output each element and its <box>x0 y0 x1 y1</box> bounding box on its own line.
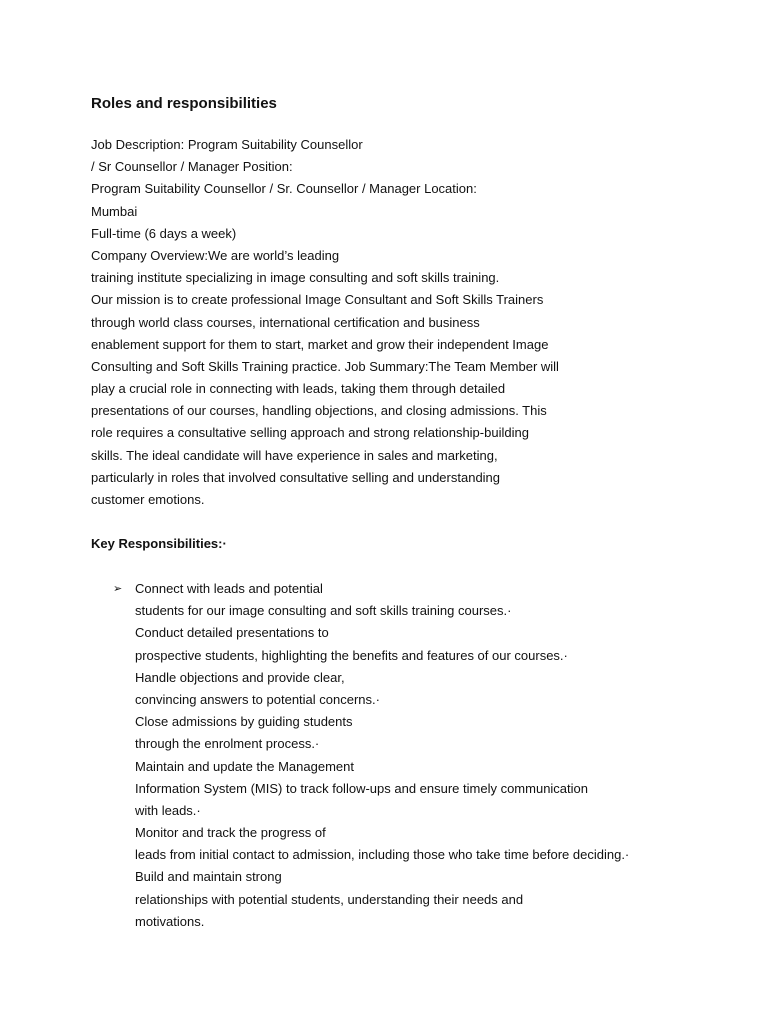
text-line: Conduct detailed presentations to <box>135 625 329 641</box>
text-line: motivations. <box>135 913 205 929</box>
text-line: Job Description: Program Suitability Counsellor <box>91 137 363 152</box>
arrow-bullet-icon: ➢ <box>113 583 123 595</box>
text-line: with leads.· <box>135 802 201 818</box>
text-line: Handle objections and provide clear, <box>135 669 345 685</box>
text-line: leads from initial contact to admission, including those who take time before deciding.· <box>135 847 630 863</box>
job-description-text <box>91 134 559 511</box>
page-title: Roles and responsibilities <box>91 95 277 112</box>
text-line: relationships with potential students, understanding their needs and <box>135 891 524 907</box>
list-item <box>135 578 629 933</box>
text-line: particularly in roles that involved consultative selling and understanding <box>91 469 501 485</box>
text-line: enablement support for them to start, market and grow their independent Image <box>91 336 549 352</box>
text-line: Connect with leads and potential <box>135 581 323 596</box>
text-line: Full-time (6 days a week) <box>91 225 237 241</box>
text-line: prospective students, highlighting the benefits and features of our courses.· <box>135 647 568 663</box>
text-line: Mumbai <box>91 203 138 219</box>
text-line: customer emotions. <box>91 492 205 507</box>
text-line: Close admissions by guiding students <box>135 714 353 730</box>
text-line: students for our image consulting and soft skills training courses.· <box>135 603 512 619</box>
text-line: / Sr Counsellor / Manager Position: <box>91 159 293 175</box>
text-line: Company Overview:We are world’s leading <box>91 247 340 263</box>
text-line: Consulting and Soft Skills Training practice. Job Summary:The Team Member will <box>91 358 559 374</box>
text-line: through world class courses, international certification and business <box>91 314 480 330</box>
text-line: presentations of our courses, handling objections, and closing admissions. This <box>91 403 547 419</box>
text-line: Monitor and track the progress of <box>135 825 326 841</box>
text-line: Build and maintain strong <box>135 869 282 885</box>
text-line: Information System (MIS) to track follow-ups and ensure timely communication <box>135 780 589 796</box>
text-line: through the enrolment process.· <box>135 736 320 752</box>
text-line: Maintain and update the Management <box>135 758 354 774</box>
text-line: skills. The ideal candidate will have experience in sales and marketing, <box>91 447 498 463</box>
text-line: Program Suitability Counsellor / Sr. Counsellor / Manager Location: <box>91 181 477 197</box>
text-line: play a crucial role in connecting with leads, taking them through detailed <box>91 381 506 397</box>
text-line: role requires a consultative selling approach and strong relationship-building <box>91 425 529 441</box>
text-line: Our mission is to create professional Image Consultant and Soft Skills Trainers <box>91 292 544 308</box>
text-line: training institute specializing in image consulting and soft skills training. <box>91 270 500 286</box>
text-line: convincing answers to potential concerns.· <box>135 691 380 707</box>
key-responsibilities-heading: Key Responsibilities:· <box>91 536 227 551</box>
